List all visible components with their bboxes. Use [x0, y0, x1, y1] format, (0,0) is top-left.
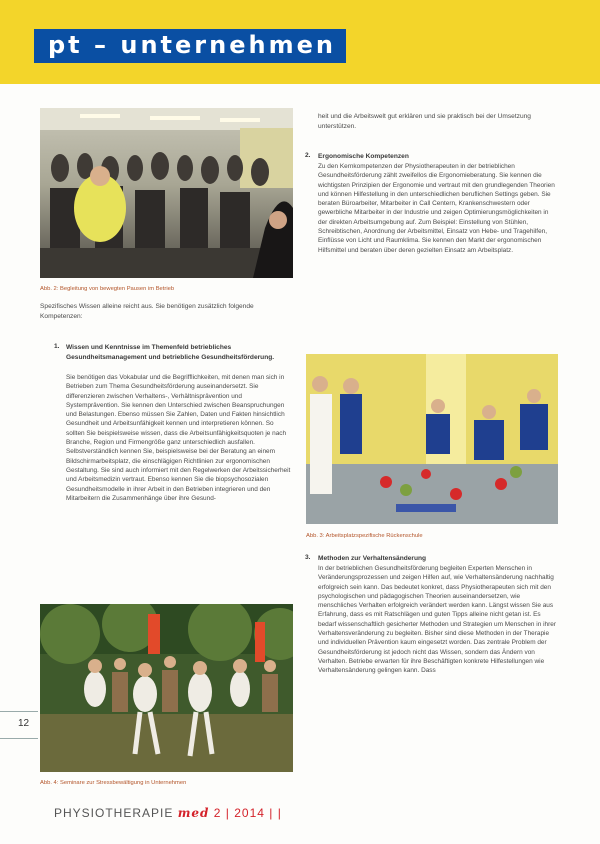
item-2-number: 2.: [305, 152, 311, 159]
issue-number: 2 | 2014 | |: [213, 806, 282, 820]
item-3-body: In der betrieblichen Gesundheitsförderung begleiten Experten Menschen in Veränderungsprozessen und zeigen Hilfen auf, wie Verhaltensänderung nachhaltig erfolgreich sein kann. Das bedeutet konkret, dass Physiotherapeuten sich mit den psychologischen und pädagogischen Theorien auseinandersetzen, wie menschliches Verhalten erfolgreich verändert werden kann. Längst wissen Sie aus Erfahrung, dass es mit Ratschlägen und guten Tipps alleine nicht getan ist. Es bedarf wissenschaftlich gesicherter Methoden und Strategien um Menschen in ihrer Verhaltensveränderung zu begleiten. Bisher sind diese Methoden in der Therapie und individuellen Prävention kaum eingesetzt worden. Das zentrale Problem der Gesundheitsförderung ist jedoch nicht das Wissen, sondern das Ändern von Verhalten. Betriebe erwarten für ihre Beschäftigten konkrete Hilfestellungen wie Verhaltensänderung gelingen kann. Dass: [318, 565, 556, 675]
left-intro-text: Spezifisches Wissen alleine reicht aus. Sie benötigen zusätzlich folgende Kompetenzen:: [40, 303, 254, 320]
outdoor-seminar-image: [40, 604, 293, 772]
magazine-name: PHYSIOTHERAPIE: [54, 806, 174, 820]
magazine-suffix: med: [177, 806, 210, 820]
item-1-heading: Wissen und Kenntnisse im Themenfeld betriebliches Gesundheitsmanagement und betriebliche Gesundheitsförderung.: [66, 344, 275, 361]
page-number: 12: [18, 718, 30, 729]
item-2-body: Zu den Kernkompetenzen der Physiotherapeuten in der betrieblichen Gesundheitsförderung zählt zweifellos die Ergonomieberatung. Sie kennen die wichtigsten Prinzipien der Ergonomie und vertraut mit den grundlegenden Theorien und können Hilfestellung in den unterschiedlichen beruflichen Settings geben. Sie beraten Büroarbeiter, Mitarbeiter in Call Centern, Krankenschwestern oder gewerbliche Mitarbeiter in der Industrie und zeigen Optimierungsmöglichkeiten in der direkten Arbeitsumgebung auf. Zum Beispiel: Einstellung von Stühlen, Schreibtischen, Anordnung der Arbeitsmittel, Einsatz von Hebe- und Tragehilfen, Einflüsse von Licht und Raumklima. Sie kennen den Markt der ergonomischen Hilfsmittel und beraten über deren gezielten Einsatz am Arbeitsplatz.: [318, 163, 555, 254]
figure-4-caption: Abb. 4: Seminare zur Stressbewältigung in Unternehmen: [40, 780, 187, 786]
item-1-body: Sie benötigen das Vokabular und die Begrifflichkeiten, mit denen man sich in Betrieben zum Thema Gesundheitsförderung auseinandersetzt. Sie differenzieren zwischen Verhaltens-, Verhältnisprävention und Systemprävention. Sie kennen den Unterschied zwischen Beanspruchungen und Belastungen. Ebenso müssen Sie Zahlen, Daten und Fakten hinsichtlich Gesundheit und Arbeitsunfähigkeit kennen und interpretieren können. So sollten Sie beispielsweise wissen, dass die Arbeitsunfähigkeitsquoten je nach Branche, Region und Firmengröße ganz unterschiedlich ausfallen. Selbstverständlich kennen Sie, beispielsweise bei der Beratung an einem Bildschirmarbeitsplatz, die einschlägigen Richtlinien zur ergonomischen Gestaltung. Sie sind auch informiert mit den Regelwerken der Arbeitssicherheit und Arbeitsmedizin vertraut. Ebenso kennen Sie die biopsychosozialen Gesundheitsmodelle in ihrer Arbeit in den Betrieben integrieren und den Mitarbeitern die Zusammenhänge über ihre Gesund-: [66, 374, 291, 502]
figure-2-caption: Abb. 2: Begleitung von bewegten Pausen im Betrieb: [40, 286, 175, 292]
section-title: pt – unternehmen: [34, 29, 346, 63]
magazine-footer: [54, 806, 282, 820]
right-continued-text: heit und die Arbeitswelt gut erklären und sie praktisch bei der Umsetzung unterstützen.: [318, 113, 531, 130]
group-exercise-image: [40, 108, 293, 278]
item-3-heading: Methoden zur Verhaltensänderung: [318, 555, 427, 562]
back-school-image: [306, 354, 558, 524]
item-2-heading: Ergonomische Kompetenzen: [318, 153, 409, 160]
figure-3-photo: [306, 354, 558, 524]
header-banner: [0, 0, 600, 84]
figure-4-photo: [40, 604, 293, 772]
figure-3-caption: Abb. 3: Arbeitsplatzspezifische Rückenschule: [306, 533, 423, 539]
figure-2-photo: [40, 108, 293, 278]
item-1-number: 1.: [54, 343, 60, 350]
item-3-number: 3.: [305, 554, 311, 561]
